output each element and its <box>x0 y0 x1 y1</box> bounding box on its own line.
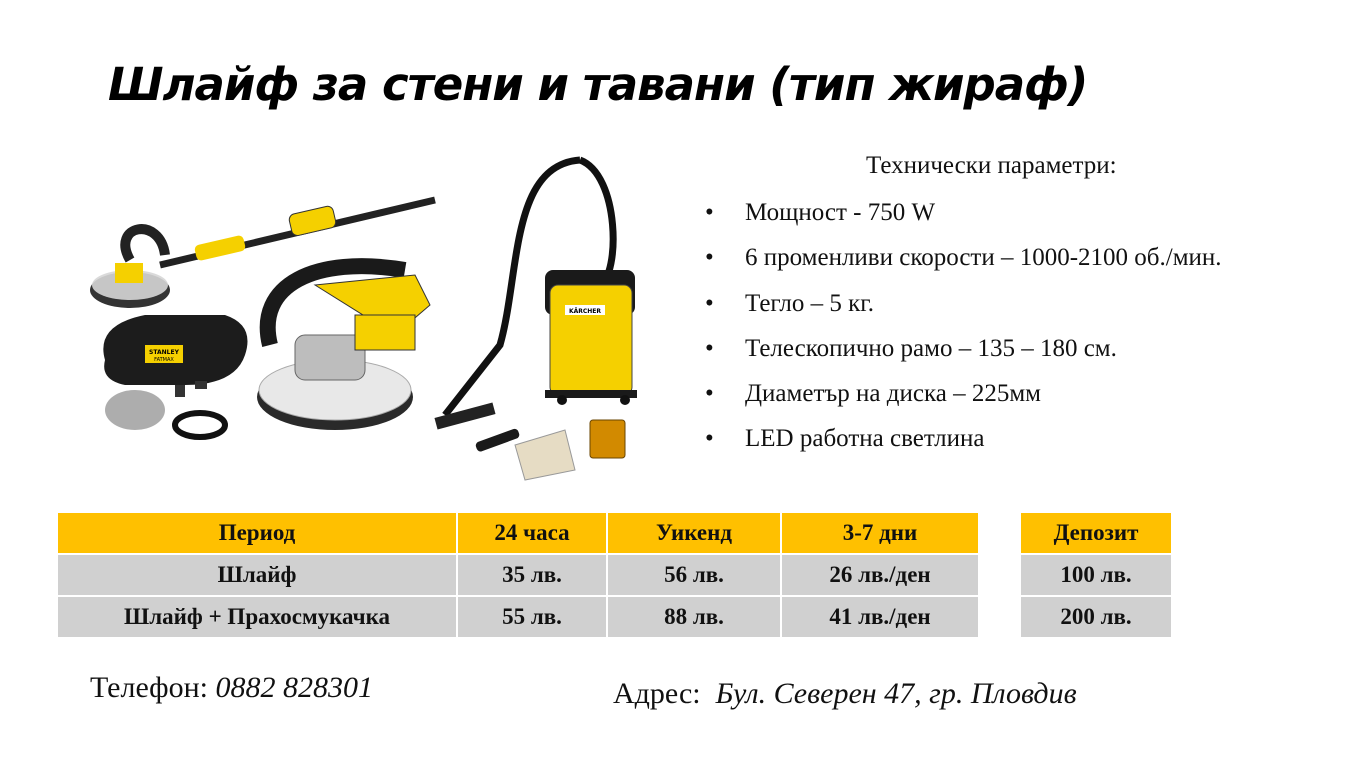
phone-number[interactable]: 0882 828301 <box>215 671 373 704</box>
spec-item <box>705 333 1222 378</box>
karcher-logo-text: KÄRCHER <box>568 308 602 315</box>
table-cell: 35 лв. <box>458 555 608 597</box>
deposit-cell: 200 лв. <box>1021 597 1173 639</box>
deposit-header-row <box>1021 513 1173 555</box>
spec-text: Мощност - 750 W <box>745 199 936 226</box>
fatmax-logo-text: FATMAX <box>154 357 174 363</box>
vacuum-cleaner-image <box>430 155 645 490</box>
table-row <box>58 555 980 597</box>
deposit-table <box>1021 513 1173 639</box>
spec-item <box>705 197 1222 242</box>
address-text: Бул. Северен 47, гр. Пловдив <box>715 677 1077 710</box>
spec-text: 6 променливи скорости – 1000-2100 об./мин. <box>745 244 1222 272</box>
phone-line <box>90 671 373 705</box>
bullet-icon: • <box>705 425 714 453</box>
spec-item <box>705 423 1222 468</box>
specs-heading: Технически параметри: <box>866 152 1117 179</box>
spec-text: LED работна светлина <box>745 425 985 453</box>
address-label: Адрес: <box>613 677 701 710</box>
header-cell-24h: 24 часа <box>458 513 608 555</box>
header-cell-weekend: Уикенд <box>608 513 782 555</box>
table-cell: 88 лв. <box>608 597 782 639</box>
deposit-row <box>1021 597 1173 639</box>
bullet-icon: • <box>705 334 714 362</box>
spec-text: Диаметър на диска – 225мм <box>745 380 1041 408</box>
table-cell: 55 лв. <box>458 597 608 639</box>
stanley-logo-text: STANLEY <box>149 349 179 356</box>
table-cell: Шлайф + Прахосмукачка <box>58 597 458 639</box>
table-cell: 26 лв./ден <box>782 555 980 597</box>
spec-item <box>705 378 1222 423</box>
deposit-cell: 100 лв. <box>1021 555 1173 597</box>
spec-item <box>705 288 1222 333</box>
specs-list <box>705 197 1222 469</box>
spec-text: Тегло – 5 кг. <box>745 289 874 317</box>
header-cell-deposit: Депозит <box>1021 513 1173 555</box>
table-cell: 41 лв./ден <box>782 597 980 639</box>
header-cell-3-7-days: 3-7 дни <box>782 513 980 555</box>
deposit-row <box>1021 555 1173 597</box>
bullet-icon: • <box>705 199 714 226</box>
page-title: Шлайф за стени и тавани (тип жираф) <box>108 58 1088 111</box>
table-header-row <box>58 513 980 555</box>
bullet-icon: • <box>705 244 714 272</box>
pricing-table <box>58 513 980 639</box>
table-row <box>58 597 980 639</box>
phone-label: Телефон: <box>90 671 208 704</box>
bullet-icon: • <box>705 380 714 408</box>
table-cell: Шлайф <box>58 555 458 597</box>
address-line <box>613 677 1077 711</box>
header-cell-period: Период <box>58 513 458 555</box>
bullet-icon: • <box>705 289 714 317</box>
spec-text: Телескопично рамо – 135 – 180 см. <box>745 334 1117 362</box>
drywall-sander-image <box>85 185 440 445</box>
spec-item <box>705 242 1222 287</box>
table-cell: 56 лв. <box>608 555 782 597</box>
